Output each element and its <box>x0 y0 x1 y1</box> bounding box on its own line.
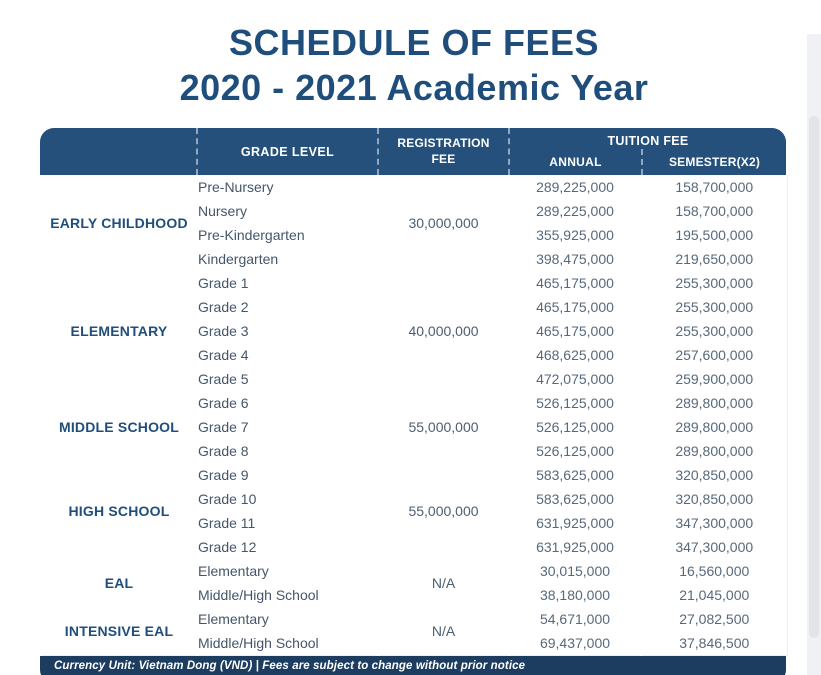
annual-fee-cell: 289,225,000 <box>509 175 641 199</box>
grade-cell: Elementary <box>197 559 378 583</box>
table-header <box>40 128 786 175</box>
grade-cell: Grade 11 <box>197 511 378 535</box>
grade-cell: Grade 4 <box>197 343 378 367</box>
grade-cell: Grade 5 <box>197 367 378 391</box>
annual-fee-cell: 526,125,000 <box>509 439 641 463</box>
fees-table <box>40 128 786 675</box>
scrollbar[interactable] <box>807 34 821 675</box>
annual-fee-cell: 465,175,000 <box>509 295 641 319</box>
page-title <box>38 20 790 110</box>
semester-fee-cell: 255,300,000 <box>641 319 787 343</box>
semester-fee-cell: 320,850,000 <box>641 487 787 511</box>
semester-fee-cell: 289,800,000 <box>641 439 787 463</box>
semester-fee-cell: 255,300,000 <box>641 271 787 295</box>
header-annual: ANNUAL <box>549 155 602 169</box>
semester-fee-cell: 257,600,000 <box>641 343 787 367</box>
annual-fee-cell: 526,125,000 <box>509 415 641 439</box>
grade-cell: Grade 9 <box>197 463 378 487</box>
grade-cell: Pre-Nursery <box>197 175 378 199</box>
semester-fee-cell: 347,300,000 <box>641 535 787 559</box>
category-cell: MIDDLE SCHOOL <box>41 391 197 463</box>
header-category-cell <box>40 128 196 175</box>
semester-fee-cell: 16,560,000 <box>641 559 787 583</box>
grade-cell: Middle/High School <box>197 631 378 655</box>
annual-fee-cell: 631,925,000 <box>509 535 641 559</box>
annual-fee-cell: 465,175,000 <box>509 271 641 295</box>
header-semester: SEMESTER(X2) <box>641 149 786 175</box>
semester-fee-cell: 259,900,000 <box>641 367 787 391</box>
grade-cell: Middle/High School <box>197 583 378 607</box>
scrollbar-thumb[interactable] <box>809 116 819 638</box>
semester-fee-cell: 27,082,500 <box>641 607 787 631</box>
grade-cell: Grade 10 <box>197 487 378 511</box>
grade-cell: Grade 6 <box>197 391 378 415</box>
semester-fee-cell: 158,700,000 <box>641 175 787 199</box>
registration-fee-cell: 30,000,000 <box>378 175 509 271</box>
grade-cell: Grade 2 <box>197 295 378 319</box>
semester-fee-cell: 219,650,000 <box>641 247 787 271</box>
grade-cell: Elementary <box>197 607 378 631</box>
grade-cell: Nursery <box>197 199 378 223</box>
grade-cell: Grade 8 <box>197 439 378 463</box>
annual-fee-cell: 583,625,000 <box>509 487 641 511</box>
annual-fee-cell: 38,180,000 <box>509 583 641 607</box>
registration-fee-cell: N/A <box>378 607 509 655</box>
registration-fee-cell: 55,000,000 <box>378 463 509 559</box>
header-tuition-fee: TUITION FEE <box>607 134 689 148</box>
header-registration-fee: REGISTRATION FEE <box>377 128 508 175</box>
title-line1: SCHEDULE OF FEES <box>228 22 600 63</box>
registration-fee-cell: 55,000,000 <box>378 391 509 463</box>
semester-fee-cell: 195,500,000 <box>641 223 787 247</box>
table-row <box>41 271 787 295</box>
table-row <box>41 391 787 415</box>
grade-cell: Grade 12 <box>197 535 378 559</box>
category-cell: EARLY CHILDHOOD <box>41 175 197 271</box>
table-row <box>41 607 787 631</box>
semester-fee-cell: 320,850,000 <box>641 463 787 487</box>
semester-fee-cell: 158,700,000 <box>641 199 787 223</box>
registration-fee-cell: 40,000,000 <box>378 271 509 391</box>
semester-fee-cell: 37,846,500 <box>641 631 787 655</box>
annual-fee-cell: 468,625,000 <box>509 343 641 367</box>
annual-fee-cell: 355,925,000 <box>509 223 641 247</box>
header-grade-level: GRADE LEVEL <box>196 128 377 175</box>
annual-fee-cell: 54,671,000 <box>509 607 641 631</box>
grade-cell: Grade 3 <box>197 319 378 343</box>
fees-table-body <box>40 175 788 656</box>
table-row <box>41 463 787 487</box>
grade-cell: Kindergarten <box>197 247 378 271</box>
grade-cell: Pre-Kindergarten <box>197 223 378 247</box>
annual-fee-cell: 289,225,000 <box>509 199 641 223</box>
table-row <box>41 559 787 583</box>
table-footnote: Currency Unit: Vietnam Dong (VND) | Fees are subject to change without prior notice <box>40 656 786 675</box>
semester-fee-cell: 289,800,000 <box>641 415 787 439</box>
annual-fee-cell: 472,075,000 <box>509 367 641 391</box>
category-cell: INTENSIVE EAL <box>41 607 197 655</box>
category-cell: ELEMENTARY <box>41 271 197 391</box>
header-tuition-fee-group <box>508 128 786 175</box>
category-cell: HIGH SCHOOL <box>41 463 197 559</box>
registration-fee-cell: N/A <box>378 559 509 607</box>
grade-cell: Grade 1 <box>197 271 378 295</box>
annual-fee-cell: 583,625,000 <box>509 463 641 487</box>
table-row <box>41 175 787 199</box>
semester-fee-cell: 21,045,000 <box>641 583 787 607</box>
semester-fee-cell: 289,800,000 <box>641 391 787 415</box>
semester-fee-cell: 255,300,000 <box>641 295 787 319</box>
annual-fee-cell: 631,925,000 <box>509 511 641 535</box>
title-line2: 2020 - 2021 Academic Year <box>179 67 649 108</box>
grade-cell: Grade 7 <box>197 415 378 439</box>
annual-fee-cell: 398,475,000 <box>509 247 641 271</box>
annual-fee-cell: 69,437,000 <box>509 631 641 655</box>
annual-fee-cell: 465,175,000 <box>509 319 641 343</box>
annual-fee-cell: 526,125,000 <box>509 391 641 415</box>
annual-fee-cell: 30,015,000 <box>509 559 641 583</box>
category-cell: EAL <box>41 559 197 607</box>
semester-fee-cell: 347,300,000 <box>641 511 787 535</box>
